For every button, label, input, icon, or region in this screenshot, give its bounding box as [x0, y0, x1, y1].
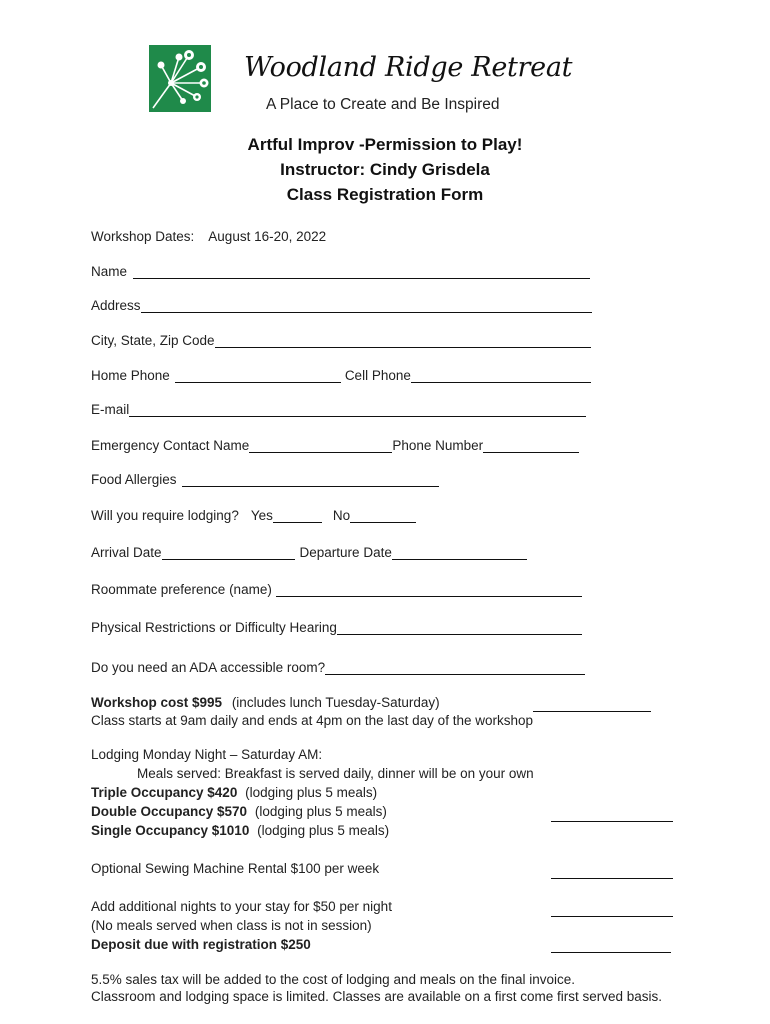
lodging-question-label: Will you require lodging? — [91, 508, 239, 523]
workshop-cost-line — [91, 695, 440, 710]
workshop-dates-value: August 16-20, 2022 — [208, 229, 327, 244]
arrival-departure-row — [91, 544, 527, 560]
yes-label: Yes — [250, 508, 273, 523]
home-phone-field[interactable] — [175, 367, 341, 383]
sales-tax-note: 5.5% sales tax will be added to the cost of lodging and meals on the final invoice. — [91, 972, 576, 987]
restrictions-row — [91, 619, 582, 635]
lodging-question-row — [91, 507, 416, 523]
food-allergies-row — [91, 471, 439, 487]
additional-nights-amount-field[interactable] — [551, 901, 673, 917]
departure-date-label: Departure Date — [299, 545, 392, 560]
form-title-block — [0, 132, 770, 207]
class-times-note: Class starts at 9am daily and ends at 4pm on the last day of the workshop — [91, 713, 533, 728]
workshop-cost-note: (includes lunch Tuesday-Saturday) — [231, 695, 440, 710]
emergency-row — [91, 437, 579, 453]
lodging-no-field[interactable] — [350, 507, 416, 523]
sewing-rental-label: Optional Sewing Machine Rental $100 per week — [91, 861, 380, 876]
instructor-title: Instructor: Cindy Grisdela — [280, 160, 490, 179]
address-row — [91, 297, 592, 313]
ada-field[interactable] — [325, 659, 585, 675]
triple-occupancy-label: Triple Occupancy $420 — [91, 785, 238, 800]
woodland-ridge-logo — [149, 45, 211, 112]
sewing-rental-amount-field[interactable] — [551, 863, 673, 879]
city-state-zip-field[interactable] — [215, 332, 591, 348]
name-label: Name — [91, 264, 128, 279]
address-label: Address — [91, 298, 141, 313]
restrictions-label: Physical Restrictions or Difficulty Hearing — [91, 620, 337, 635]
ada-row — [91, 659, 585, 675]
lodging-heading: Lodging Monday Night – Saturday AM: — [91, 747, 323, 762]
space-limited-note: Classroom and lodging space is limited. Classes are available on a first come first served basis. — [91, 989, 663, 1004]
roommate-label: Roommate preference (name) — [91, 582, 272, 597]
name-row — [91, 263, 590, 279]
arrival-date-label: Arrival Date — [91, 545, 162, 560]
deposit-label: Deposit due with registration $250 — [91, 937, 311, 952]
dandelion-icon — [149, 45, 211, 112]
double-occupancy-label: Double Occupancy $570 — [91, 804, 248, 819]
double-occupancy-line — [91, 804, 387, 819]
retreat-name: Woodland Ridge Retreat — [244, 52, 573, 83]
additional-nights-note: (No meals served when class is not in session) — [91, 918, 372, 933]
arrival-date-field[interactable] — [162, 544, 295, 560]
workshop-cost-amount-field[interactable] — [533, 696, 651, 712]
lodging-amount-field[interactable] — [551, 806, 673, 822]
departure-date-field[interactable] — [392, 544, 527, 560]
single-occupancy-note: (lodging plus 5 meals) — [257, 823, 390, 838]
city-row — [91, 332, 591, 348]
class-title: Artful Improv -Permission to Play! — [247, 135, 523, 154]
ada-label: Do you need an ADA accessible room? — [91, 660, 326, 675]
single-occupancy-line — [91, 823, 389, 838]
phone-number-label: Phone Number — [392, 438, 484, 453]
address-field[interactable] — [141, 297, 592, 313]
retreat-tagline: A Place to Create and Be Inspired — [266, 96, 500, 113]
lodging-yes-field[interactable] — [273, 507, 322, 523]
deposit-amount-field[interactable] — [551, 937, 671, 953]
email-label: E-mail — [91, 402, 130, 417]
triple-occupancy-line — [91, 785, 377, 800]
additional-nights-label: Add additional nights to your stay for $50 per night — [91, 899, 392, 914]
workshop-cost-label: Workshop cost $995 — [91, 695, 223, 710]
form-title: Class Registration Form — [286, 185, 484, 204]
email-row — [91, 401, 586, 417]
roommate-field[interactable] — [276, 581, 582, 597]
no-label: No — [332, 508, 351, 523]
city-label: City, State, Zip Code — [91, 333, 215, 348]
home-phone-label: Home Phone — [91, 368, 170, 383]
food-allergies-label: Food Allergies — [91, 472, 177, 487]
phone-row — [91, 367, 591, 383]
name-field[interactable] — [133, 263, 590, 279]
workshop-dates-label: Workshop Dates: — [91, 229, 195, 244]
food-allergies-field[interactable] — [182, 471, 439, 487]
meals-served-note: Meals served: Breakfast is served daily, dinner will be on your own — [137, 766, 534, 781]
roommate-row — [91, 581, 582, 597]
emergency-contact-field[interactable] — [249, 437, 392, 453]
single-occupancy-label: Single Occupancy $1010 — [91, 823, 250, 838]
cell-phone-field[interactable] — [411, 367, 591, 383]
restrictions-field[interactable] — [337, 619, 582, 635]
workshop-dates-row — [91, 229, 326, 244]
triple-occupancy-note: (lodging plus 5 meals) — [245, 785, 378, 800]
cell-phone-label: Cell Phone — [344, 368, 411, 383]
emergency-phone-field[interactable] — [483, 437, 579, 453]
emergency-contact-label: Emergency Contact Name — [91, 438, 250, 453]
double-occupancy-note: (lodging plus 5 meals) — [254, 804, 387, 819]
email-field[interactable] — [129, 401, 586, 417]
